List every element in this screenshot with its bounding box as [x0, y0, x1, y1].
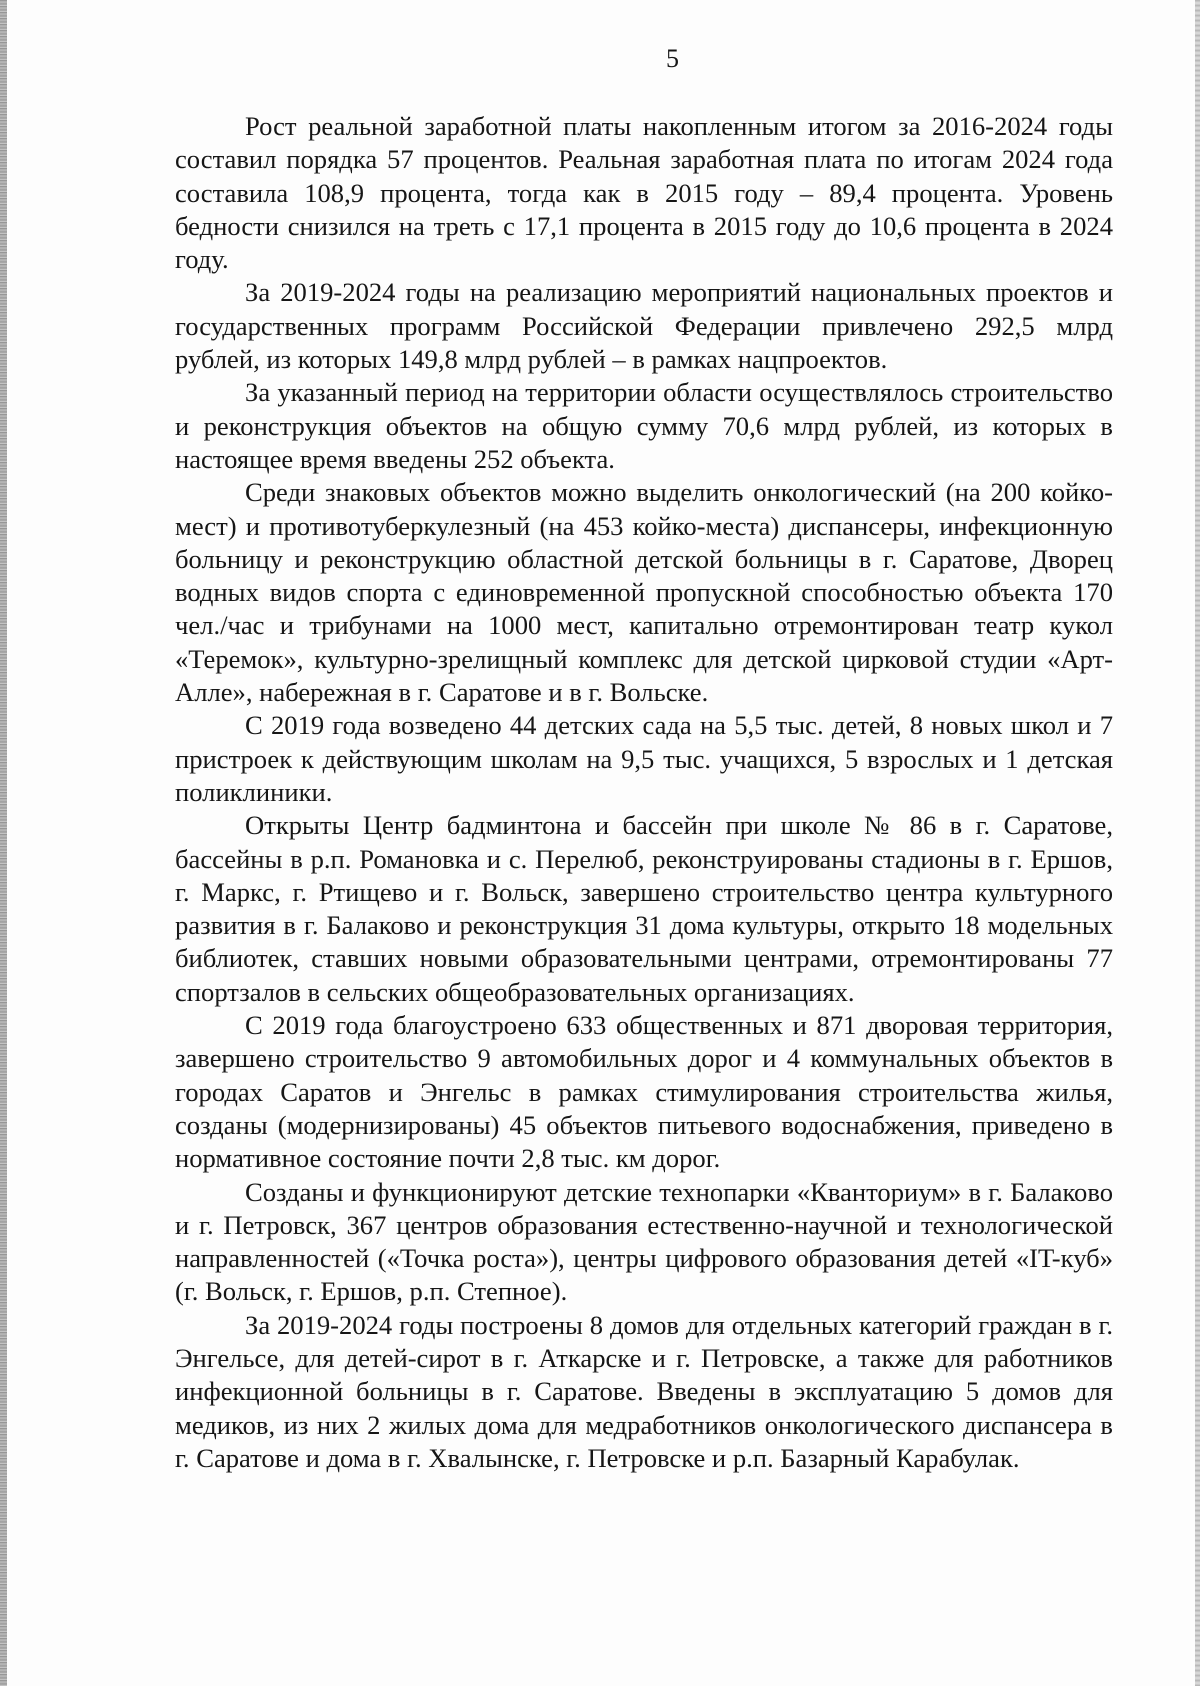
paragraph-kindergartens-schools: С 2019 года возведено 44 детских сада на 5,5 тыс. детей, 8 новых школ и 7 пристроек к действующим школам на 9,5 тыс. учащихся, 5 взрослых и 1 детская поликлиники. — [175, 710, 1113, 807]
paragraph-urban-improvement: С 2019 года благоустроено 633 общественных и 871 дворовая территория, завершено строительство 9 автомобильных дорог и 4 коммунальных объектов в городах Саратов и Энгельс в рамках стимулирования строительства жилья, созданы (модернизированы) 45 объектов питьевого водоснабжения, приведено в нормативное состояние почти 2,8 тыс. км дорог. — [175, 1010, 1113, 1174]
scan-edge-left — [0, 0, 7, 1686]
paragraph-construction: За указанный период на территории области осуществлялось строительство и реконструкция объектов на общую сумму 70,6 млрд рублей, из которых в настоящее время введены 252 объекта. — [175, 377, 1113, 474]
document-body — [175, 110, 1113, 1475]
scan-edge-right — [1195, 0, 1200, 1686]
paragraph-landmark-objects: Среди знаковых объектов можно выделить онкологический (на 200 койко-мест) и противотуберкулезный (на 453 койко-места) диспансеры, инфекционную больницу и реконструкцию областной детской больницы в г. Саратове, Дворец водных видов спорта с единовременной пропускной способностью объекта 170 чел./час и трибунами на 1000 мест, капитально отремонтирован театр кукол «Теремок», культурно-зрелищный комплекс для детской цирковой студии «Арт-Алле», набережная в г. Саратове и в г. Вольске. — [175, 477, 1113, 708]
paragraph-wages: Рост реальной заработной платы накопленным итогом за 2016-2024 годы составил порядка 57 процентов. Реальная заработная плата по итогам 2024 года составила 108,9 процента, тогда как в 2015 году – 89,4 процента. Уровень бедности снизился на треть с 17,1 процента в 2015 году до 10,6 процента в 2024 году. — [175, 111, 1113, 275]
paragraph-national-projects: За 2019-2024 годы на реализацию мероприятий национальных проектов и государственных программ Российской Федерации привлечено 292,5 млрд рублей, из которых 149,8 млрд рублей – в рамках нацпроектов. — [175, 277, 1113, 375]
page-number: 5 — [666, 44, 679, 73]
paragraph-technoparks: Созданы и функционируют детские технопарки «Кванториум» в г. Балаково и г. Петровск, 367 центров образования естественно-научной и технологической направленностей («Точка роста»), центры цифрового образования детей «IT-куб» (г. Вольск, г. Ершов, р.п. Степное). — [175, 1176, 1113, 1307]
paragraph-housing: За 2019-2024 годы построены 8 домов для отдельных категорий граждан в г. Энгельсе, для детей-сирот в г. Аткарске и г. Петровске, а также для работников инфекционной больницы в г. Саратове. Введены в эксплуатацию 5 домов для медиков, из них 2 жилых дома для медработников онкологического диспансера в г. Саратове и дома в г. Хвалынске, г. Петровске и р.п. Базарный Карабулак. — [175, 1309, 1113, 1473]
paragraph-sports-culture: Открыты Центр бадминтона и бассейн при школе № 86 в г. Саратове, бассейны в р.п. Романовка и с. Перелюб, реконструированы стадионы в г. Ершов, г. Маркс, г. Ртищево и г. Вольск, завершено строительство центра культурного развития в г. Балаково и реконструкция 31 дома культуры, открыто 18 модельных библиотек, ставших новыми образовательными центрами, отремонтированы 77 спортзалов в сельских общеобразовательных организациях. — [175, 810, 1113, 1007]
